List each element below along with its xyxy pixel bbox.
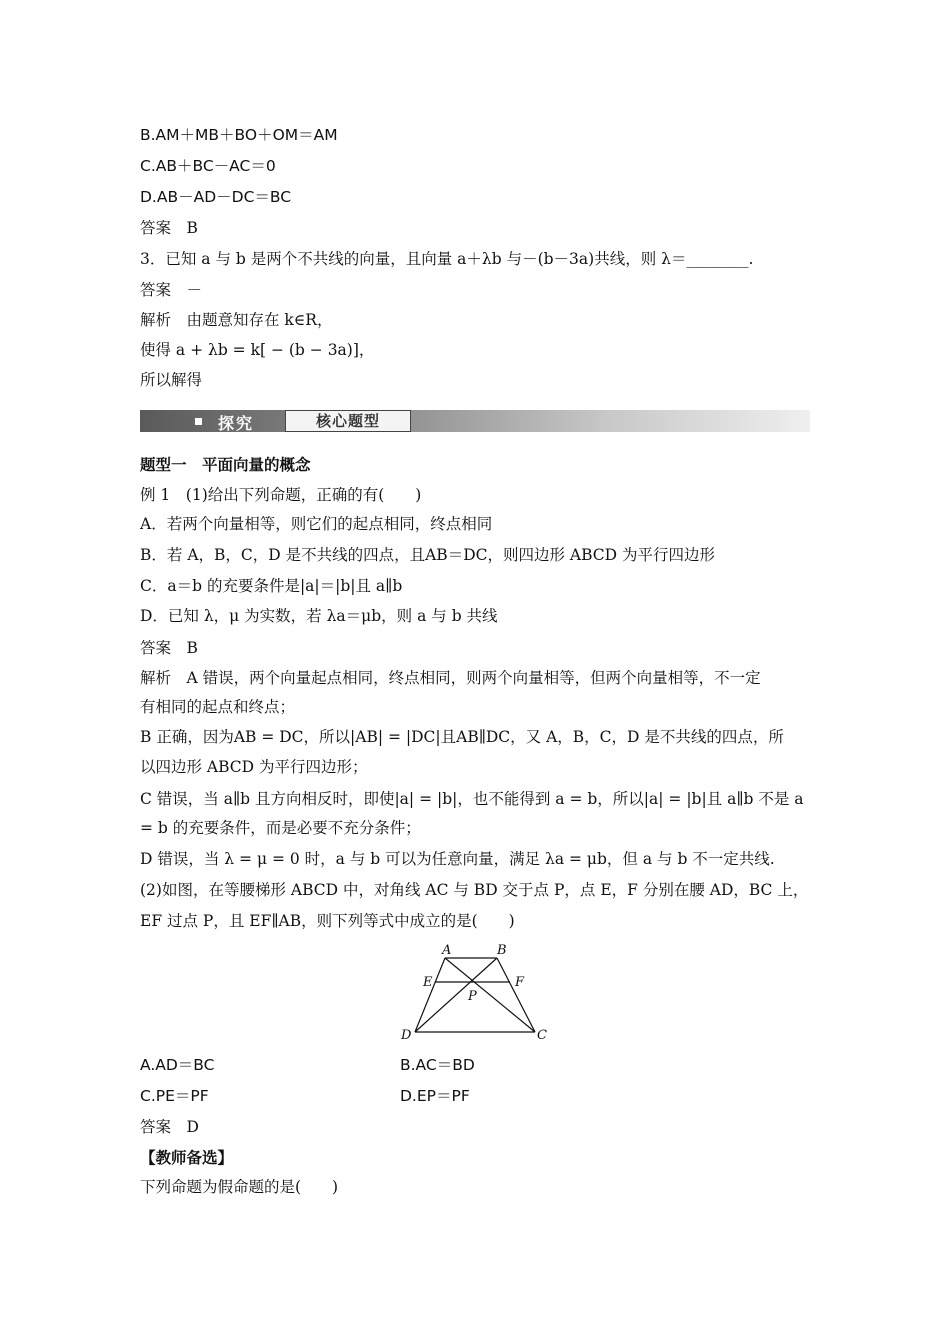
choice-d: D．已知 λ，μ 为实数，若 λa＝μb，则 a 与 b 共线: [140, 607, 498, 625]
label-p: P: [468, 989, 477, 1004]
analysis-c-2: = b 的充要条件，而是必要不充分条件；: [140, 819, 421, 837]
analysis-line: 解析 由题意知存在 k∈R，: [140, 311, 333, 329]
choice-b: B．若 A，B，C，D 是不共线的四点，且AB＝DC，则四边形 ABCD 为平行四边形: [140, 546, 716, 564]
answer-line: 答案 －: [140, 281, 203, 299]
option-d: D.EP＝PF: [400, 1087, 470, 1105]
option-c: C.PE＝PF: [140, 1087, 209, 1105]
last-question: 下列命题为假命题的是( ): [140, 1178, 339, 1196]
analysis-line: 所以解得: [140, 371, 203, 389]
edge-ad: [415, 958, 445, 1032]
label-d: D: [401, 1028, 412, 1043]
banner-right-label: 核心题型: [285, 410, 411, 432]
example-1: 例 1 (1)给出下列命题，正确的有( ): [140, 486, 422, 504]
analysis-b-2: 以四边形 ABCD 为平行四边形；: [140, 758, 368, 776]
label-f: F: [515, 975, 525, 990]
section-banner: [140, 407, 810, 435]
label-b: B: [497, 943, 507, 958]
analysis-b-1: B 正确，因为AB = DC，所以|AB| = |DC|且AB∥DC，又 A，B，C，D 是不共线的四点，所: [140, 728, 784, 746]
question-3: 3．已知 a 与 b 是两个不共线的向量，且向量 a＋λb 与－(b－3a)共线，则 λ＝________.: [140, 250, 754, 268]
option-a: A.AD＝BC: [140, 1056, 215, 1074]
choice-c: C．a＝b 的充要条件是|a|＝|b|且 a∥b: [140, 577, 403, 595]
banner-square-icon: [195, 418, 202, 425]
diagonal-bd: [415, 958, 497, 1032]
diagonal-ac: [445, 958, 535, 1032]
answer-line: 答案 D: [140, 1118, 199, 1136]
option-c-line: C.AB＋BC－AC＝0: [140, 157, 276, 175]
analysis-line: 使得 a + λb = k[ − (b − 3a)]，: [140, 341, 375, 359]
section-title: 题型一 平面向量的概念: [140, 455, 311, 474]
analysis-a-1: 解析 A 错误，两个向量起点相同，终点相同，则两个向量相等，但两个向量相等，不一定: [140, 669, 761, 687]
teacher-note-heading: 【教师备选】: [140, 1148, 234, 1167]
analysis-a-2: 有相同的起点和终点；: [140, 698, 296, 716]
label-c: C: [537, 1028, 547, 1043]
trapezoid-figure: [395, 940, 555, 1045]
label-e: E: [423, 975, 433, 990]
choice-a: A．若两个向量相等，则它们的起点相同，终点相同: [140, 515, 493, 533]
problem-2-line-2: EF 过点 P，且 EF∥AB，则下列等式中成立的是( ): [140, 912, 515, 930]
option-b-line: B.AM＋MB＋BO＋OM＝AM: [140, 126, 338, 144]
answer-line: 答案 B: [140, 219, 198, 237]
label-a: A: [442, 943, 452, 958]
analysis-c-1: C 错误，当 a∥b 且方向相反时，即使|a| = |b|，也不能得到 a = b，所以|a| = |b|且 a∥b 不是 a: [140, 790, 804, 808]
option-d-line: D.AB－AD－DC＝BC: [140, 188, 292, 206]
edge-bc: [497, 958, 535, 1032]
problem-2-line-1: (2)如图，在等腰梯形 ABCD 中，对角线 AC 与 BD 交于点 P，点 E，F 分别在腰 AD，BC 上，: [140, 881, 809, 899]
banner-left-label: 探究: [218, 414, 255, 433]
option-b: B.AC＝BD: [400, 1056, 475, 1074]
answer-line: 答案 B: [140, 639, 198, 657]
analysis-d: D 错误，当 λ = μ = 0 时，a 与 b 可以为任意向量，满足 λa = μb，但 a 与 b 不一定共线.: [140, 850, 775, 868]
